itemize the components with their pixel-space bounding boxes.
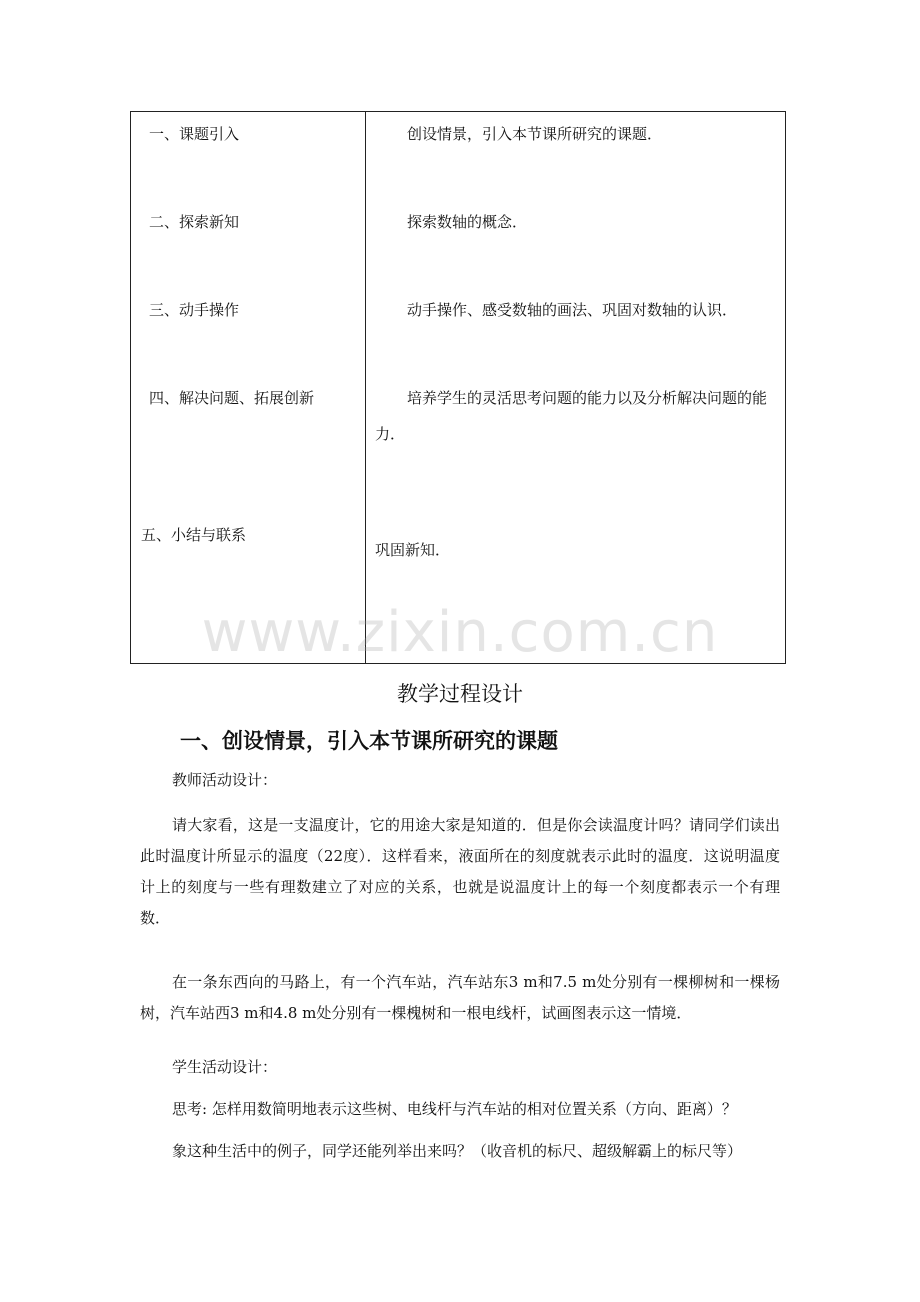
intent-cell: 探索数轴的概念．: [407, 213, 528, 231]
stage-cell: 五、小结与联系: [141, 526, 247, 544]
paragraph: 学生活动设计：: [172, 1058, 278, 1076]
column-divider: [365, 112, 366, 663]
intent-cell: 动手操作、感受数轴的画法、巩固对数轴的认识．: [407, 301, 738, 319]
paragraph: 请大家看，这是一支温度计，它的用途大家是知道的．但是你会读温度计吗？请同学们读出此时温度计所显示的温度（22度）．这样看来，液面所在的刻度就表示此时的温度．这说明温度计上的刻度与一些有理数建立了对应的关系，也就是说温度计上的每一个刻度都表示一个有理数．: [140, 816, 780, 927]
teaching-plan-table: [130, 111, 786, 664]
page-title: 教学过程设计: [397, 682, 523, 706]
stage-cell: 三、动手操作: [149, 301, 240, 319]
paragraph: 思考: 怎样用数简明地表示这些树、电线杆与汽车站的相对位置关系（方向、距离）？: [172, 1100, 737, 1118]
section-heading: 一、创设情景，引入本节课所研究的课题: [180, 729, 558, 753]
paragraph: 在一条东西向的马路上，有一个汽车站，汽车站东3 m和7.5 m处分别有一棵柳树和一棵杨树，汽车站西3 m和4.8 m处分别有一棵槐树和一根电线杆，试画图表示这一情境．: [140, 973, 780, 1022]
intent-cell: 创设情景，引入本节课所研究的课题．: [407, 125, 663, 143]
stage-cell: 二、探索新知: [149, 213, 240, 231]
intent-cell: 巩固新知．: [375, 541, 451, 559]
paragraph: 象这种生活中的例子，同学还能列举出来吗？（收音机的标尺、超级解霸上的标尺等）: [172, 1142, 743, 1160]
intent-cell: 培养学生的灵活思考问题的能力以及分析解决问题的能力．: [375, 389, 768, 443]
watermark: www.zixin.com.cn: [201, 600, 719, 665]
stage-cell: 四、解决问题、拓展创新: [149, 389, 315, 407]
stage-cell: 一、课题引入: [149, 125, 240, 143]
paragraph: 教师活动设计：: [172, 771, 278, 789]
